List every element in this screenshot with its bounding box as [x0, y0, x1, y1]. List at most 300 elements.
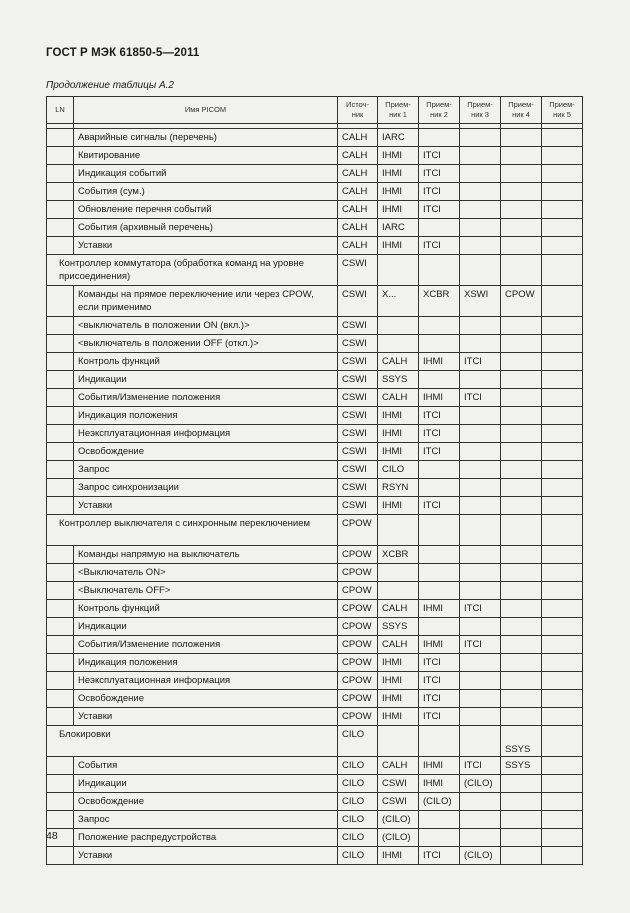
- receiver-cell: [460, 219, 501, 237]
- receiver-cell: [460, 515, 501, 546]
- receiver-cell: IHMI: [419, 353, 460, 371]
- receiver-cell: [460, 564, 501, 582]
- receiver-cell: (CILO): [460, 775, 501, 793]
- picom-name-cell: События/Изменение положения: [74, 636, 338, 654]
- receiver-cell: IHMI: [419, 775, 460, 793]
- receiver-cell: [542, 201, 583, 219]
- picom-name-cell: Аварийные сигналы (перечень): [74, 129, 338, 147]
- source-cell: CSWI: [338, 497, 378, 515]
- receiver-cell: [501, 335, 542, 353]
- ln-cell: [47, 461, 74, 479]
- table-row: [47, 564, 583, 582]
- receiver-cell: [378, 515, 419, 546]
- receiver-cell: [419, 317, 460, 335]
- receiver-cell: [542, 129, 583, 147]
- receiver-cell: [419, 371, 460, 389]
- receiver-cell: [542, 582, 583, 600]
- source-cell: CALH: [338, 237, 378, 255]
- receiver-cell: [501, 672, 542, 690]
- receiver-cell: [501, 237, 542, 255]
- receiver-cell: IHMI: [419, 757, 460, 775]
- table-row: [47, 443, 583, 461]
- receiver-cell: IHMI: [419, 636, 460, 654]
- picom-name-cell: Контроль функций: [74, 353, 338, 371]
- picom-name-cell: Индикации: [74, 618, 338, 636]
- receiver-cell: [378, 317, 419, 335]
- receiver-cell: [378, 726, 419, 757]
- receiver-cell: [542, 147, 583, 165]
- receiver-cell: [542, 726, 583, 757]
- source-cell: CSWI: [338, 317, 378, 335]
- receiver-cell: [460, 129, 501, 147]
- table-row: [47, 371, 583, 389]
- col-header-receiver-5: Прием- ник 5: [542, 97, 583, 124]
- ln-cell: [47, 618, 74, 636]
- receiver-cell: IHMI: [378, 147, 419, 165]
- table-header-row: [47, 97, 583, 124]
- picom-name-cell: Освобождение: [74, 443, 338, 461]
- receiver-cell: [542, 654, 583, 672]
- receiver-cell: CALH: [378, 353, 419, 371]
- receiver-cell: [419, 335, 460, 353]
- receiver-cell: [542, 219, 583, 237]
- table-row: [47, 811, 583, 829]
- receiver-cell: IHMI: [378, 165, 419, 183]
- receiver-cell: [460, 371, 501, 389]
- receiver-cell: IHMI: [419, 389, 460, 407]
- receiver-cell: [460, 829, 501, 847]
- ln-cell: [47, 129, 74, 147]
- picom-name-cell: <выключатель в положении OFF (откл.)>: [74, 335, 338, 353]
- source-cell: CSWI: [338, 479, 378, 497]
- ln-cell: [47, 317, 74, 335]
- source-cell: CPOW: [338, 672, 378, 690]
- receiver-cell: [542, 811, 583, 829]
- table-row: [47, 286, 583, 317]
- source-cell: CALH: [338, 219, 378, 237]
- receiver-cell: (CILO): [460, 847, 501, 865]
- ln-cell: [47, 219, 74, 237]
- col-header-ln: LN: [47, 97, 74, 124]
- receiver-cell: [542, 335, 583, 353]
- source-cell: CSWI: [338, 461, 378, 479]
- picom-name-cell: Индикация положения: [74, 407, 338, 425]
- ln-cell: [47, 636, 74, 654]
- receiver-cell: IHMI: [378, 672, 419, 690]
- receiver-cell: [419, 129, 460, 147]
- receiver-cell: IHMI: [378, 201, 419, 219]
- receiver-cell: [542, 775, 583, 793]
- ln-cell: [47, 582, 74, 600]
- receiver-cell: [419, 479, 460, 497]
- source-cell: CPOW: [338, 600, 378, 618]
- ln-cell: [47, 672, 74, 690]
- col-header-source: Источ- ник: [338, 97, 378, 124]
- receiver-cell: X...: [378, 286, 419, 317]
- receiver-cell: (CILO): [419, 793, 460, 811]
- receiver-cell: [501, 690, 542, 708]
- receiver-cell: [542, 829, 583, 847]
- table-row: [47, 600, 583, 618]
- source-cell: CSWI: [338, 443, 378, 461]
- table-row: [47, 147, 583, 165]
- receiver-cell: [419, 515, 460, 546]
- receiver-cell: IHMI: [378, 654, 419, 672]
- table-row: [47, 497, 583, 515]
- picom-name-cell: События (сум.): [74, 183, 338, 201]
- receiver-cell: [542, 847, 583, 865]
- ln-cell: [47, 690, 74, 708]
- picom-name-cell: Индикация событий: [74, 165, 338, 183]
- receiver-cell: [542, 672, 583, 690]
- receiver-cell: [460, 672, 501, 690]
- receiver-cell: [501, 546, 542, 564]
- receiver-cell: [542, 564, 583, 582]
- picom-name-cell: Неэксплуатационная информация: [74, 672, 338, 690]
- table-row: [47, 461, 583, 479]
- source-cell: CILO: [338, 757, 378, 775]
- table-row: [47, 582, 583, 600]
- receiver-cell: [460, 147, 501, 165]
- picom-name-cell: Команды напрямую на выключатель: [74, 546, 338, 564]
- ln-cell: [47, 546, 74, 564]
- receiver-cell: [501, 829, 542, 847]
- receiver-cell: XCBR: [378, 546, 419, 564]
- picom-name-cell: Обновление перечня событий: [74, 201, 338, 219]
- ln-cell: [47, 811, 74, 829]
- receiver-cell: [501, 618, 542, 636]
- picom-name-cell: Уставки: [74, 847, 338, 865]
- receiver-cell: ITCI: [419, 147, 460, 165]
- picom-name-cell: Освобождение: [74, 690, 338, 708]
- col-header-receiver-3: Прием- ник 3: [460, 97, 501, 124]
- table-row: [47, 317, 583, 335]
- receiver-cell: [542, 255, 583, 286]
- receiver-cell: [378, 335, 419, 353]
- table-row: [47, 219, 583, 237]
- col-header-receiver-4: Прием- ник 4: [501, 97, 542, 124]
- receiver-cell: [501, 497, 542, 515]
- receiver-cell: IHMI: [378, 443, 419, 461]
- receiver-cell: [501, 353, 542, 371]
- picom-name-cell: Индикации: [74, 371, 338, 389]
- receiver-cell: [460, 726, 501, 757]
- receiver-cell: CPOW: [501, 286, 542, 317]
- source-cell: CILO: [338, 775, 378, 793]
- receiver-cell: IHMI: [378, 708, 419, 726]
- receiver-cell: CALH: [378, 636, 419, 654]
- group-name-cell: Блокировки: [47, 726, 338, 757]
- receiver-cell: ITCI: [419, 443, 460, 461]
- group-row: [47, 726, 583, 757]
- table-row: [47, 183, 583, 201]
- receiver-cell: [501, 201, 542, 219]
- picom-name-cell: События: [74, 757, 338, 775]
- receiver-cell: [501, 636, 542, 654]
- receiver-cell: [542, 690, 583, 708]
- table-row: [47, 793, 583, 811]
- receiver-cell: [419, 255, 460, 286]
- receiver-cell: [542, 618, 583, 636]
- source-cell: CSWI: [338, 286, 378, 317]
- picom-name-cell: События/Изменение положения: [74, 389, 338, 407]
- table-row: [47, 847, 583, 865]
- receiver-cell: [501, 461, 542, 479]
- receiver-cell: [542, 237, 583, 255]
- receiver-cell: [501, 708, 542, 726]
- receiver-cell: [460, 690, 501, 708]
- source-cell: CSWI: [338, 407, 378, 425]
- col-header-name: Имя PICOM: [74, 97, 338, 124]
- receiver-cell: IHMI: [378, 847, 419, 865]
- picom-name-cell: <выключатель в положении ON (вкл.)>: [74, 317, 338, 335]
- receiver-cell: IARC: [378, 219, 419, 237]
- receiver-cell: CALH: [378, 757, 419, 775]
- receiver-cell: [460, 335, 501, 353]
- source-cell: CPOW: [338, 618, 378, 636]
- picom-name-cell: Квитирование: [74, 147, 338, 165]
- picom-name-cell: Положение распредустройства: [74, 829, 338, 847]
- table-row: [47, 636, 583, 654]
- ln-cell: [47, 183, 74, 201]
- receiver-cell: ITCI: [460, 600, 501, 618]
- receiver-cell: [419, 829, 460, 847]
- receiver-cell: [460, 443, 501, 461]
- source-cell: CPOW: [338, 515, 378, 546]
- receiver-cell: [501, 371, 542, 389]
- table-body: [47, 124, 583, 865]
- source-cell: CPOW: [338, 654, 378, 672]
- source-cell: CILO: [338, 847, 378, 865]
- receiver-cell: [460, 461, 501, 479]
- receiver-cell: [460, 546, 501, 564]
- receiver-cell: [542, 515, 583, 546]
- receiver-cell: SSYS: [378, 618, 419, 636]
- receiver-cell: XCBR: [419, 286, 460, 317]
- receiver-cell: [419, 564, 460, 582]
- receiver-cell: [501, 407, 542, 425]
- receiver-cell: [542, 425, 583, 443]
- receiver-cell: SSYS: [378, 371, 419, 389]
- receiver-cell: [542, 793, 583, 811]
- ln-cell: [47, 286, 74, 317]
- receiver-cell: (CILO): [378, 811, 419, 829]
- receiver-cell: [542, 497, 583, 515]
- source-cell: CSWI: [338, 389, 378, 407]
- table-row: [47, 479, 583, 497]
- source-cell: CSWI: [338, 335, 378, 353]
- receiver-cell: IHMI: [378, 183, 419, 201]
- receiver-cell: [501, 219, 542, 237]
- receiver-cell: [501, 775, 542, 793]
- receiver-cell: ITCI: [419, 847, 460, 865]
- ln-cell: [47, 775, 74, 793]
- receiver-cell: [419, 726, 460, 757]
- table-row: [47, 425, 583, 443]
- table-row: [47, 335, 583, 353]
- ln-cell: [47, 600, 74, 618]
- receiver-cell: ITCI: [419, 183, 460, 201]
- picom-name-cell: Индикации: [74, 775, 338, 793]
- page-number: 48: [46, 830, 58, 842]
- receiver-cell: [501, 847, 542, 865]
- receiver-cell: IHMI: [378, 237, 419, 255]
- table-row: [47, 407, 583, 425]
- ln-cell: [47, 147, 74, 165]
- receiver-cell: [419, 546, 460, 564]
- receiver-cell: [501, 654, 542, 672]
- receiver-cell: [501, 811, 542, 829]
- table-row: [47, 129, 583, 147]
- ln-cell: [47, 757, 74, 775]
- receiver-cell: ITCI: [419, 165, 460, 183]
- table-row: [47, 201, 583, 219]
- receiver-cell: SSYS: [501, 757, 542, 775]
- receiver-cell: [460, 654, 501, 672]
- receiver-cell: [419, 811, 460, 829]
- receiver-cell: ITCI: [419, 201, 460, 219]
- ln-cell: [47, 353, 74, 371]
- receiver-cell: [460, 317, 501, 335]
- col-header-receiver-2: Прием- ник 2: [419, 97, 460, 124]
- table-row: [47, 775, 583, 793]
- receiver-cell: [542, 461, 583, 479]
- table-row: [47, 757, 583, 775]
- receiver-cell: [501, 793, 542, 811]
- receiver-cell: [460, 165, 501, 183]
- ln-cell: [47, 847, 74, 865]
- picom-name-cell: Запрос синхронизации: [74, 479, 338, 497]
- receiver-cell: [501, 317, 542, 335]
- receiver-cell: ITCI: [419, 672, 460, 690]
- receiver-cell: ITCI: [419, 425, 460, 443]
- receiver-cell: ITCI: [419, 690, 460, 708]
- source-cell: CALH: [338, 183, 378, 201]
- receiver-cell: [460, 183, 501, 201]
- source-cell: CPOW: [338, 690, 378, 708]
- source-cell: CPOW: [338, 546, 378, 564]
- table-row: [47, 389, 583, 407]
- ln-cell: [47, 479, 74, 497]
- source-cell: CSWI: [338, 425, 378, 443]
- receiver-cell: ITCI: [460, 636, 501, 654]
- receiver-cell: [542, 443, 583, 461]
- table-row: [47, 829, 583, 847]
- receiver-cell: [501, 129, 542, 147]
- receiver-cell: IHMI: [378, 425, 419, 443]
- receiver-cell: [542, 600, 583, 618]
- ln-cell: [47, 793, 74, 811]
- source-cell: CSWI: [338, 255, 378, 286]
- receiver-cell: [419, 461, 460, 479]
- receiver-cell: [542, 165, 583, 183]
- receiver-cell: IHMI: [378, 497, 419, 515]
- receiver-cell: [460, 811, 501, 829]
- receiver-cell: [501, 600, 542, 618]
- table-row: [47, 690, 583, 708]
- receiver-cell: [378, 255, 419, 286]
- ln-cell: [47, 497, 74, 515]
- receiver-cell: [460, 582, 501, 600]
- receiver-cell: [460, 407, 501, 425]
- receiver-cell: [542, 708, 583, 726]
- receiver-cell: [542, 183, 583, 201]
- receiver-cell: [501, 443, 542, 461]
- receiver-cell: CALH: [378, 389, 419, 407]
- receiver-cell: IHMI: [378, 407, 419, 425]
- picom-name-cell: Уставки: [74, 497, 338, 515]
- receiver-cell: CSWI: [378, 775, 419, 793]
- ln-cell: [47, 201, 74, 219]
- receiver-cell: [501, 582, 542, 600]
- picom-name-cell: Контроль функций: [74, 600, 338, 618]
- ln-cell: [47, 654, 74, 672]
- table-row: [47, 654, 583, 672]
- receiver-cell: [501, 479, 542, 497]
- receiver-cell: [460, 425, 501, 443]
- receiver-cell: [542, 353, 583, 371]
- receiver-cell: IARC: [378, 129, 419, 147]
- receiver-cell: [419, 618, 460, 636]
- picom-name-cell: Освобождение: [74, 793, 338, 811]
- receiver-cell: RSYN: [378, 479, 419, 497]
- ln-cell: [47, 407, 74, 425]
- ln-cell: [47, 425, 74, 443]
- source-cell: CPOW: [338, 708, 378, 726]
- source-cell: CPOW: [338, 636, 378, 654]
- receiver-cell: [542, 479, 583, 497]
- picom-name-cell: Уставки: [74, 708, 338, 726]
- source-cell: CPOW: [338, 582, 378, 600]
- ln-cell: [47, 708, 74, 726]
- table-row: [47, 353, 583, 371]
- source-cell: CALH: [338, 147, 378, 165]
- table-row: [47, 546, 583, 564]
- table-row: [47, 237, 583, 255]
- picom-name-cell: Уставки: [74, 237, 338, 255]
- picom-name-cell: Неэксплуатационная информация: [74, 425, 338, 443]
- picom-table: [46, 96, 583, 865]
- picom-name-cell: Команды на прямое переключение или через CPOW, если применимо: [74, 286, 338, 317]
- receiver-cell: [460, 237, 501, 255]
- receiver-cell: [542, 371, 583, 389]
- receiver-cell: [501, 165, 542, 183]
- ln-cell: [47, 564, 74, 582]
- group-row: [47, 515, 583, 546]
- source-cell: CALH: [338, 129, 378, 147]
- receiver-cell: [542, 389, 583, 407]
- receiver-cell: ITCI: [419, 708, 460, 726]
- receiver-cell: [460, 201, 501, 219]
- receiver-cell: [460, 618, 501, 636]
- receiver-cell: CILO: [378, 461, 419, 479]
- ln-cell: [47, 237, 74, 255]
- receiver-cell: [542, 546, 583, 564]
- standard-title: ГОСТ Р МЭК 61850-5—2011: [46, 47, 200, 59]
- receiver-cell: [460, 708, 501, 726]
- table-row: [47, 618, 583, 636]
- receiver-cell: IHMI: [419, 600, 460, 618]
- receiver-cell: SSYS: [501, 726, 542, 757]
- table-row: [47, 165, 583, 183]
- group-row: [47, 255, 583, 286]
- receiver-cell: [542, 407, 583, 425]
- receiver-cell: [460, 793, 501, 811]
- source-cell: CALH: [338, 165, 378, 183]
- source-cell: CSWI: [338, 371, 378, 389]
- receiver-cell: [542, 286, 583, 317]
- picom-name-cell: <Выключатель ON>: [74, 564, 338, 582]
